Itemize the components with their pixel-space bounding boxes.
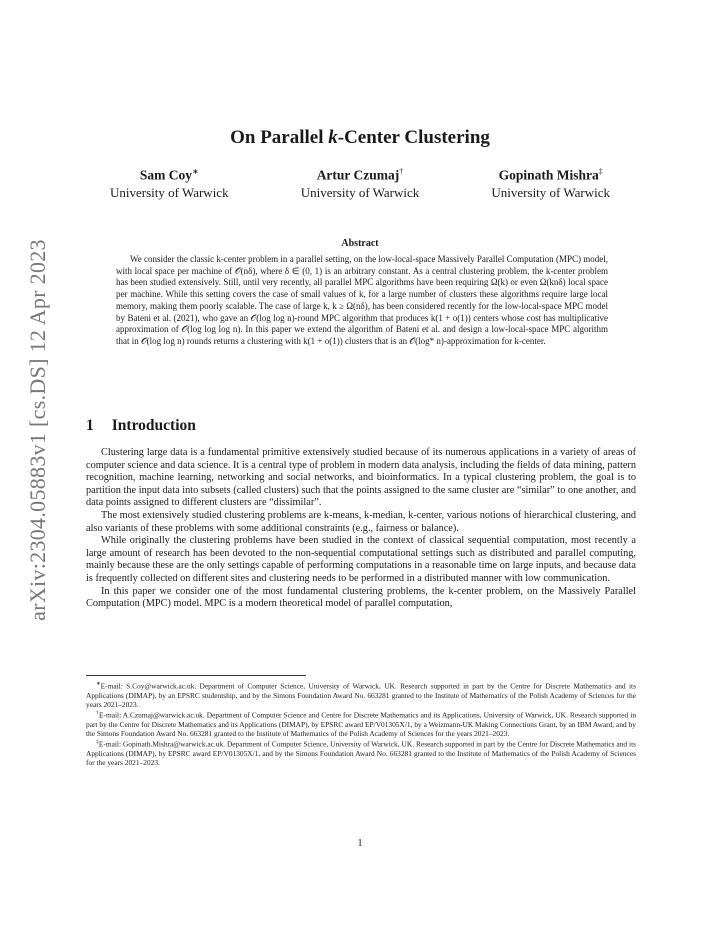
section-title: Introduction (111, 417, 196, 434)
section-heading (86, 417, 196, 435)
author-2 (301, 167, 420, 201)
author-list (110, 167, 610, 201)
paragraph: While originally the clustering problems have been studied in the context of classical sequential computation, most recently a large amount of research has been devoted to the non-sequential computational settings such as distributed and parallel computing, mainly because these are the only settings capable of performing computations in a reasonable time on large inputs, and because data is frequently collected on different sites and clustering needs to be performed in a distributed manner with low communication. (86, 535, 636, 584)
body-text (86, 447, 636, 611)
author-3 (491, 167, 610, 201)
footnote-2 (86, 709, 636, 738)
title-suffix: -Center Clustering (337, 127, 490, 148)
author-1 (110, 167, 229, 201)
footnote-rule (86, 675, 306, 676)
footnote-mark: ∗ (96, 681, 101, 687)
footnote-3 (86, 738, 636, 767)
abstract-text: We consider the classic k-center problem in a parallel setting, on the low-local-space Massively Parallel Computation (MPC) model, with local space per machine of 𝒪(nδ), where δ ∈ (0, 1) is an arbitrary constant. As a central clustering problem, the k-center problem has been studied extensively. Still, until very recently, all parallel MPC algorithms have been requiring Ω(k) or even Ω(knδ) local space per machine. While this setting covers the case of small values of k, for a large number of clusters these algorithms require large local memory, making them poorly scalable. The case of large k, k ≥ Ω(nδ), has been considered recently for the low-local-space MPC model by Bateni et al. (2021), who gave an 𝒪(log log n)-round MPC algorithm that produces k(1 + o(1)) centers whose cost has multiplicative approximation of 𝒪(log log log n). In this paper we extend the algorithm of Bateni et al. and design a low-local-space MPC algorithm that in 𝒪(log log n) rounds returns a clustering with k(1 + o(1)) clusters that is an 𝒪(log* n)-approximation for k-center. (116, 254, 608, 346)
author-affiliation: University of Warwick (491, 184, 610, 200)
author-name: Gopinath Mishra (498, 167, 599, 183)
arxiv-identifier: arXiv:2304.05883v1 [cs.DS] 12 Apr 2023 (25, 239, 50, 621)
footnote-mark: † (96, 710, 99, 717)
author-affiliation: University of Warwick (300, 184, 420, 200)
author-name: Artur Czumaj (316, 167, 400, 183)
footnotes (86, 680, 636, 767)
abstract-heading: Abstract (341, 238, 379, 249)
footnote-text: E-mail: Gopinath.Mishra@warwick.ac.uk. Department of Computer Science, University of Warwick, UK. Research supported in part by the Centre for Discrete Mathematics and its Applications (DIMAP), by EPSRC award EP/V01305X/1, and by the Simons Foundation Award No. 663281 granted to the Institute of Mathematics of the Polish Academy of Sciences for the years 2021–2023. (86, 739, 637, 768)
section-number: 1 (86, 417, 94, 434)
footnote-1 (86, 680, 636, 709)
footnote-mark: ‡ (96, 739, 99, 746)
footnote-text: E-mail: A.Czumaj@warwick.ac.uk. Department of Computer Science and Centre for Discrete Mathematics and its Applications, University of Warwick, UK. Research supported in part by the Centre for Discrete Mathematics and its Applications (DIMAP), by EPSRC award EP/V01305X/1, by a Weizmann-UK Making Connections Grant, by an IBM Award, and by the Simons Foundation Award No. 663281 granted to the Institute of Mathematics of the Polish Academy of Sciences for the years 2021–2023. (86, 710, 637, 738)
author-mark[interactable]: † (399, 167, 404, 176)
paper-title (0, 127, 720, 149)
paragraph: In this paper we consider one of the most fundamental clustering problems, the k-center problem, on the Massively Parallel Computation (MPC) model. MPC is a modern theoretical model of parallel computation, (86, 585, 636, 610)
title-k: k (328, 127, 338, 148)
author-mark[interactable]: ‡ (598, 167, 603, 176)
paragraph: Clustering large data is a fundamental primitive extensively studied because of its numerous applications in a variety of areas of computer science and data science. It is a central type of problem in modern data analysis, including the fields of data mining, pattern recognition, machine learning, networking and social networks, and bioinformatics. In a typical clustering problem, the goal is to partition the input data into subsets (called clusters) such that the points assigned to the same cluster are “similar” to one another, and data points assigned to different clusters are “dissimilar”. (86, 447, 636, 509)
author-mark[interactable]: ∗ (192, 167, 199, 176)
author-name: Sam Coy (139, 167, 192, 183)
page-number: 1 (357, 838, 363, 849)
paragraph: The most extensively studied clustering problems are k-means, k-median, k-center, various notions of hierarchical clustering, and also variants of these problems with some additional constraints (e.g., fairness or balance). (86, 509, 636, 534)
author-affiliation: University of Warwick (110, 184, 229, 200)
title-prefix: On Parallel (230, 127, 329, 148)
footnote-text: E-mail: S.Coy@warwick.ac.uk. Department of Computer Science, University of Warwick, UK. Research supported in part by the Centre for Discrete Mathematics and its Applications (DIMAP), by an EPSRC studentship, and by the Simons Foundation Award No. 663281 granted to the Institute of Mathematics of the Polish Academy of Sciences for the years 2021–2023. (86, 681, 636, 709)
